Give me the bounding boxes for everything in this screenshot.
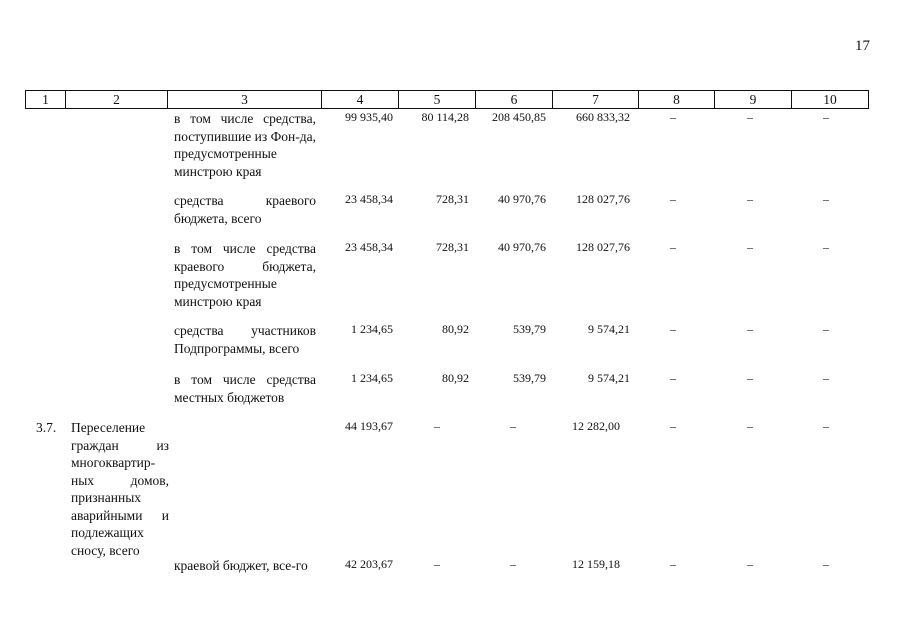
row-description: в том числе средства краевого бюджета, предусмотренные минстрою края: [174, 241, 316, 309]
dash-col8: –: [670, 419, 676, 433]
dash-col8: –: [670, 240, 676, 254]
page-number: 17: [855, 38, 870, 54]
value-col6: 539,79: [513, 322, 546, 336]
column-header: 5: [399, 91, 476, 109]
column-header: 10: [792, 91, 869, 109]
value-col4: 99 935,40: [345, 110, 393, 124]
column-header: 2: [66, 91, 168, 109]
column-header: 1: [26, 91, 66, 109]
value-col7: 9 574,21: [588, 371, 630, 385]
value-col7: 128 027,76: [576, 192, 630, 206]
value-col6: 539,79: [513, 371, 546, 385]
dash-col8: –: [670, 322, 676, 336]
dash-col10: –: [823, 240, 829, 254]
value-col6: –: [510, 419, 516, 433]
value-col5: 80,92: [442, 371, 469, 385]
dash-col9: –: [747, 240, 753, 254]
value-col4: 23 458,34: [345, 240, 393, 254]
dash-col10: –: [823, 192, 829, 206]
dash-col8: –: [670, 192, 676, 206]
value-col6: –: [510, 557, 516, 571]
dash-col8: –: [670, 110, 676, 124]
row-number: 3.7.: [36, 420, 57, 435]
dash-col10: –: [823, 322, 829, 336]
dash-col9: –: [747, 557, 753, 571]
row-description: в том числе средства, поступившие из Фон-да, предусмотренные минстрою края: [174, 111, 316, 179]
dash-col8: –: [670, 557, 676, 571]
column-header: 8: [639, 91, 715, 109]
row-description: средства краевого бюджета, всего: [174, 193, 316, 226]
value-col4: 42 203,67: [345, 557, 393, 571]
value-col7: 9 574,21: [588, 322, 630, 336]
value-col4: 1 234,65: [351, 322, 393, 336]
dash-col9: –: [747, 192, 753, 206]
row-description: краевой бюджет, все-го: [174, 558, 308, 573]
dash-col9: –: [747, 419, 753, 433]
column-header: 6: [476, 91, 553, 109]
value-col5: 728,31: [436, 240, 469, 254]
value-col7: 128 027,76: [576, 240, 630, 254]
value-col4: 44 193,67: [345, 419, 393, 433]
column-header-row: [25, 90, 869, 109]
value-col5: –: [434, 557, 440, 571]
value-col7: 12 282,00: [572, 419, 620, 433]
column-header: 7: [553, 91, 639, 109]
dash-col8: –: [670, 371, 676, 385]
dash-col10: –: [823, 419, 829, 433]
row-description: в том числе средства местных бюджетов: [174, 372, 316, 405]
value-col5: 728,31: [436, 192, 469, 206]
value-col4: 1 234,65: [351, 371, 393, 385]
dash-col10: –: [823, 557, 829, 571]
dash-col9: –: [747, 371, 753, 385]
value-col5: 80 114,28: [421, 110, 469, 124]
column-header: 9: [715, 91, 792, 109]
dash-col10: –: [823, 110, 829, 124]
value-col4: 23 458,34: [345, 192, 393, 206]
column-header: 3: [168, 91, 322, 109]
value-col5: –: [434, 419, 440, 433]
row-description: средства участников Подпрограммы, всего: [174, 323, 316, 356]
dash-col9: –: [747, 322, 753, 336]
dash-col10: –: [823, 371, 829, 385]
value-col7: 12 159,18: [572, 557, 620, 571]
column-header: 4: [322, 91, 399, 109]
row-name: Переселение граждан из многоквартир-ных домов, признанных аварийными и подлежащих сносу, всего: [71, 420, 169, 558]
dash-col9: –: [747, 110, 753, 124]
value-col6: 40 970,76: [498, 240, 546, 254]
value-col6: 208 450,85: [492, 110, 546, 124]
value-col7: 660 833,32: [576, 110, 630, 124]
value-col5: 80,92: [442, 322, 469, 336]
value-col6: 40 970,76: [498, 192, 546, 206]
